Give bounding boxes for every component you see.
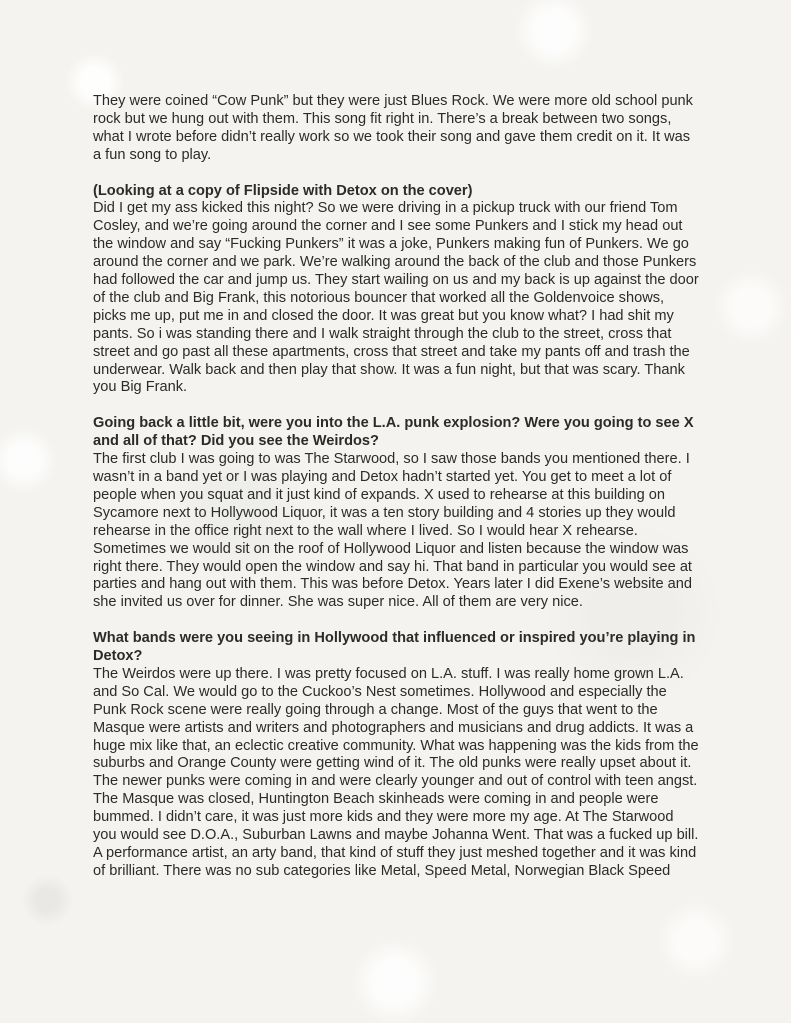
question-heading: Going back a little bit, were you into the L.A. punk explosion? Were you going to see X and all of that? Did you see the Weirdos? xyxy=(93,415,694,450)
paragraph-cow-punk xyxy=(93,93,699,165)
answer-body: The Weirdos were up there. I was pretty focused on L.A. stuff. I was really home grown L.A. and So Cal. We would go to the Cuckoo’s Nest sometimes. Hollywood and especially the Punk Rock scene were really going through a change. Most of the guys that went to the Masque were artists and writers and photographers and musicians and drug addicts. It was a huge mix like that, an eclectic creative community. What was happening was the kids from the suburbs and Orange County were getting wind of it. The old punks were really upset about it. The newer punks were coming in and were clearly younger and out of control with teen angst. The Masque was closed, Huntington Beach skinheads were coming in and people were bummed. I didn’t care, it was just more kids and they were more my age. At The Starwood you would see D.O.A., Suburban Lawns and maybe Johanna Went. That was a fucked up bill. A performance artist, an arty band, that kind of stuff they just meshed together and it was kind of brilliant. There was no sub categories like Metal, Speed Metal, Norwegian Black Speed xyxy=(93,665,699,879)
section-la-punk xyxy=(93,415,699,612)
paragraph-body: They were coined “Cow Punk” but they were just Blues Rock. We were more old school punk rock but we hung out with them. This song fit right in. There’s a break between two songs, what I wrote before didn’t really work so we took their song and gave them credit on it. It was a fun song to play. xyxy=(93,93,693,163)
question-heading: (Looking at a copy of Flipside with Detox on the cover) xyxy=(93,182,473,199)
answer-body: The first club I was going to was The Starwood, so I saw those bands you mentioned there. I wasn’t in a band yet or I was playing and Detox hadn’t started yet. You get to meet a lot of people when you squat and it just kind of expands. X used to rehearse at this building on Sycamore next to Hollywood Liquor, it was a ten story building and 4 stories up they would rehearse in the office right next to the wall where I lived. So I would hear X rehearse. Sometimes we would sit on the roof of Hollywood Liquor and listen because the window was right there. They would open the window and say hi. That band in particular you would see at parties and hang out with them. This was before Detox. Years later I did Exene’s website and she invited us over for dinner. She was super nice. All of them are very nice. xyxy=(93,451,692,611)
question-heading: What bands were you seeing in Hollywood that influenced or inspired you’re playing in Detox? xyxy=(93,630,696,665)
answer-body: Did I get my ass kicked this night? So we were driving in a pickup truck with our friend Tom Cosley, and we’re going around the corner and I see some Punkers and I stick my head out the window and say “Fucking Punkers” it was a joke, Punkers making fun of Punkers. We go around the corner and we park. We’re walking around the back of the club and those Punkers had followed the car and jump us. They start wailing on us and my back is up against the door of the club and Big Frank, this notorious bouncer that worked all the Goldenvoice shows, picks me up, put me in and closed the door. It was great but you know what? I had shit my pants. So i was standing there and I walk straight through the club to the street, cross that street and go past all these apartments, cross that street and take my pants off and trash the underwear. Walk back and then play that show. It was a fun night, but that was scary. Thank you Big Frank. xyxy=(93,200,699,396)
section-flipside xyxy=(93,183,699,398)
section-hollywood-bands xyxy=(93,630,699,881)
interview-text xyxy=(93,93,699,899)
